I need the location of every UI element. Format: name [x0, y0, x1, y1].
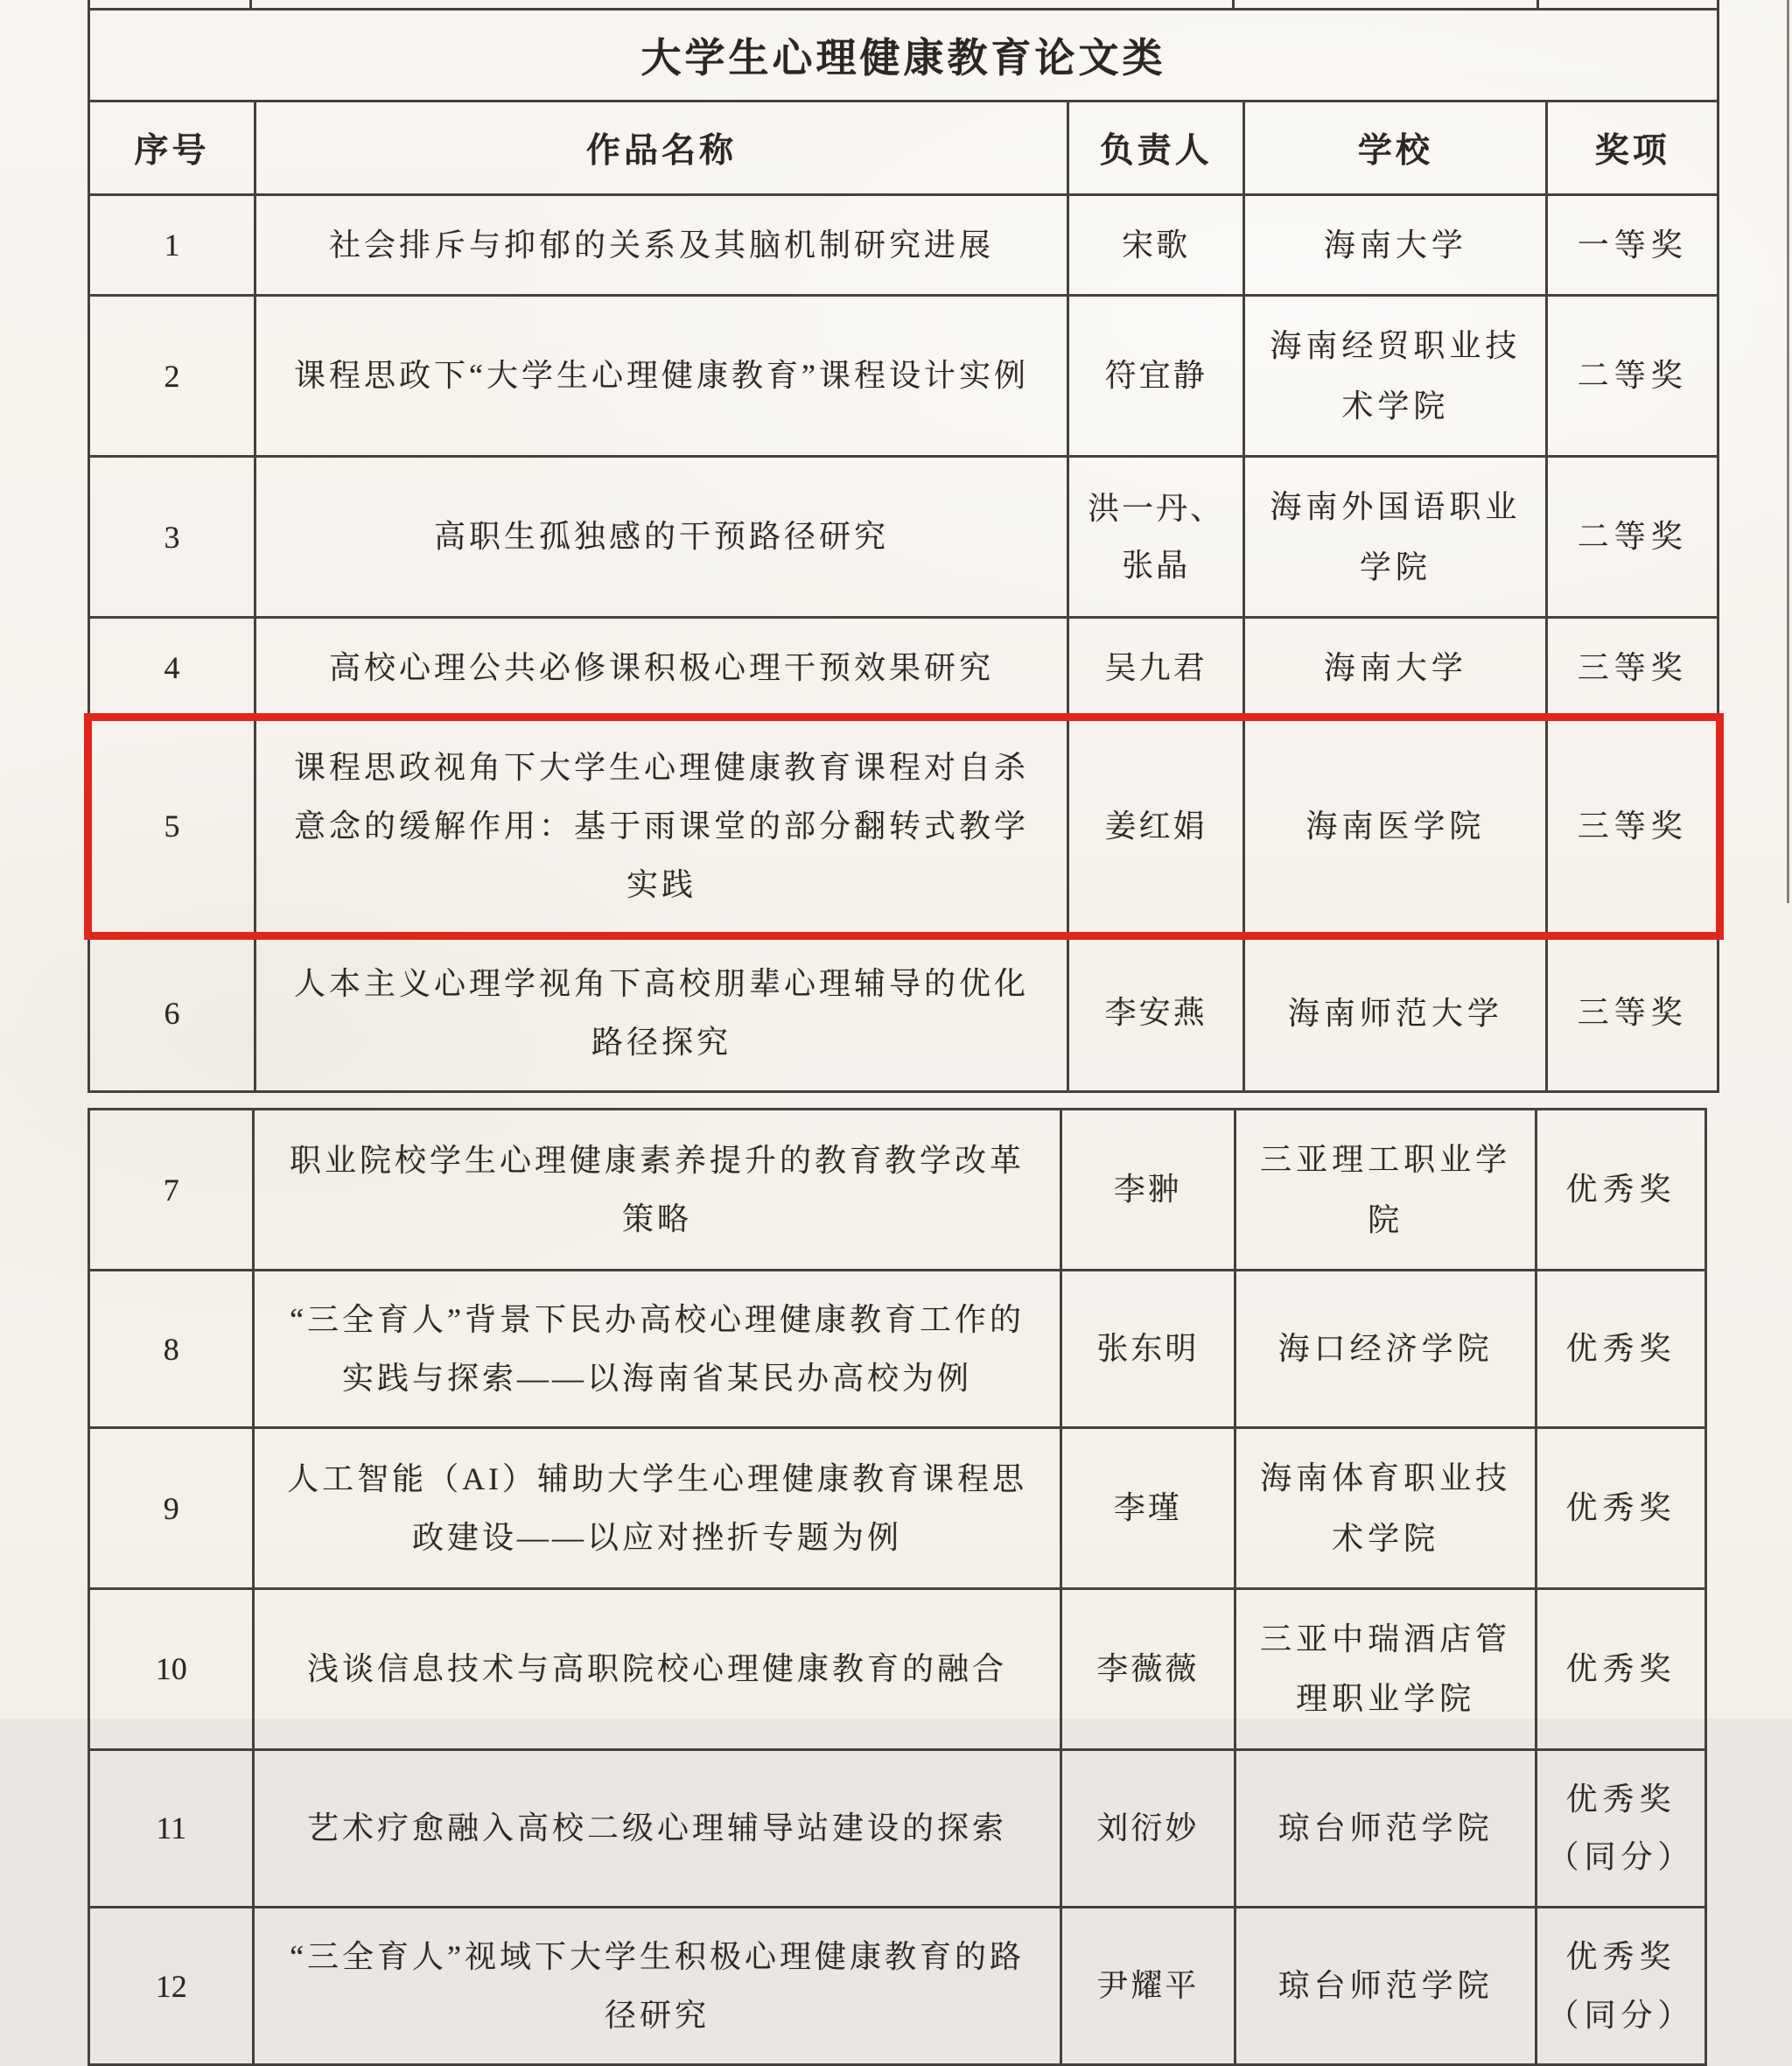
cell-school: 海南大学: [1244, 617, 1547, 718]
cell-work-title: 职业院校学生心理健康素养提升的教育教学改革策略: [254, 1110, 1060, 1271]
cell-person: 吴九君: [1068, 617, 1244, 718]
cell-award: 三等奖: [1547, 935, 1718, 1092]
cell-person: 符宜静: [1068, 296, 1244, 457]
cell-serial: 1: [89, 195, 256, 296]
cell-award: 二等奖: [1547, 296, 1718, 457]
cell-award: 优秀奖: [1536, 1110, 1705, 1271]
table-row: [89, 1908, 1706, 2065]
cell-serial: 3: [89, 457, 256, 618]
awards-document: [88, 8, 1719, 2066]
cell-school: 海南体育职业技术学院: [1236, 1428, 1536, 1589]
cell-serial: 12: [89, 1908, 254, 2065]
header-row: [89, 102, 1718, 195]
cell-school: 海南大学: [1244, 195, 1547, 296]
cell-person: 尹耀平: [1060, 1908, 1236, 2065]
table-row: [89, 1589, 1706, 1750]
cell-serial: 6: [89, 935, 256, 1092]
header-work-title: 作品名称: [255, 102, 1068, 195]
cell-person: 李安燕: [1068, 935, 1244, 1092]
awards-table-block-1: [88, 100, 1719, 1093]
cell-person: 姜红娟: [1068, 718, 1244, 935]
table-row: [89, 457, 1718, 618]
cell-serial: 10: [89, 1589, 254, 1750]
cell-award: 优秀奖（同分）: [1536, 1749, 1705, 1907]
awards-table-block-2: [88, 1108, 1707, 2066]
page-edge-fragment: [1787, 0, 1789, 903]
cell-award: 一等奖: [1547, 195, 1718, 296]
table-row: [89, 1110, 1706, 1271]
header-school: 学校: [1244, 102, 1547, 195]
cell-award: 三等奖: [1547, 617, 1718, 718]
table-header: [89, 102, 1718, 195]
table-row: [89, 1271, 1706, 1428]
cell-person: 刘衍妙: [1060, 1749, 1236, 1907]
cell-person: 李翀: [1060, 1110, 1236, 1271]
cell-school: 琼台师范学院: [1236, 1908, 1536, 2065]
cell-serial: 4: [89, 617, 256, 718]
cell-work-title: 人工智能（AI）辅助大学生心理健康教育课程思政建设——以应对挫折专题为例: [254, 1428, 1060, 1589]
cell-person: 李瑾: [1060, 1428, 1236, 1589]
cell-school: 海南师范大学: [1244, 935, 1547, 1092]
cell-work-title: “三全育人”视域下大学生积极心理健康教育的路径研究: [254, 1908, 1060, 2065]
table-row: [89, 1428, 1706, 1589]
table-row: [89, 195, 1718, 296]
cell-work-title: 社会排斥与抑郁的关系及其脑机制研究进展: [255, 195, 1068, 296]
table-row: [89, 1749, 1706, 1907]
cell-serial: 7: [89, 1110, 254, 1271]
cell-school: 三亚理工职业学院: [1236, 1110, 1536, 1271]
cell-award: 优秀奖（同分）: [1536, 1908, 1705, 2065]
cell-award: 优秀奖: [1536, 1271, 1705, 1428]
cell-person: 洪一丹、张晶: [1068, 457, 1244, 618]
cell-award: 优秀奖: [1536, 1589, 1705, 1750]
cell-award: 优秀奖: [1536, 1428, 1705, 1589]
table-row: [89, 718, 1718, 935]
header-award: 奖项: [1547, 102, 1718, 195]
header-person: 负责人: [1068, 102, 1244, 195]
cell-work-title: 课程思政视角下大学生心理健康教育课程对自杀意念的缓解作用：基于雨课堂的部分翻转式教学实践: [255, 718, 1068, 935]
cell-school: 海南医学院: [1244, 718, 1547, 935]
cell-work-title: 艺术疗愈融入高校二级心理辅导站建设的探索: [254, 1749, 1060, 1907]
cell-school: 琼台师范学院: [1236, 1749, 1536, 1907]
cell-work-title: “三全育人”背景下民办高校心理健康教育工作的实践与探索——以海南省某民办高校为例: [254, 1271, 1060, 1428]
cell-serial: 2: [89, 296, 256, 457]
cell-award: 二等奖: [1547, 457, 1718, 618]
cell-person: 李薇薇: [1060, 1589, 1236, 1750]
table-row: [89, 296, 1718, 457]
cell-person: 张东明: [1060, 1271, 1236, 1428]
cell-school: 三亚中瑞酒店管理职业学院: [1236, 1589, 1536, 1750]
cell-school: 海南经贸职业技术学院: [1244, 296, 1547, 457]
table-body-block-2: [89, 1110, 1706, 2065]
table-row: [89, 617, 1718, 718]
cell-serial: 5: [89, 718, 256, 935]
cell-award: 三等奖: [1547, 718, 1718, 935]
cell-school: 海口经济学院: [1236, 1271, 1536, 1428]
cell-work-title: 高校心理公共必修课积极心理干预效果研究: [255, 617, 1068, 718]
cell-serial: 11: [89, 1749, 254, 1907]
cell-work-title: 课程思政下“大学生心理健康教育”课程设计实例: [255, 296, 1068, 457]
header-serial: 序号: [89, 102, 256, 195]
cell-work-title: 高职生孤独感的干预路径研究: [255, 457, 1068, 618]
table-body-block-1: [89, 195, 1718, 1092]
section-title: 大学生心理健康教育论文类: [88, 8, 1719, 102]
cell-work-title: 人本主义心理学视角下高校朋辈心理辅导的优化路径探究: [255, 935, 1068, 1092]
cell-serial: 9: [89, 1428, 254, 1589]
table-row: [89, 935, 1718, 1092]
cell-school: 海南外国语职业学院: [1244, 457, 1547, 618]
cell-work-title: 浅谈信息技术与高职院校心理健康教育的融合: [254, 1589, 1060, 1750]
cell-person: 宋歌: [1068, 195, 1244, 296]
cell-serial: 8: [89, 1271, 254, 1428]
